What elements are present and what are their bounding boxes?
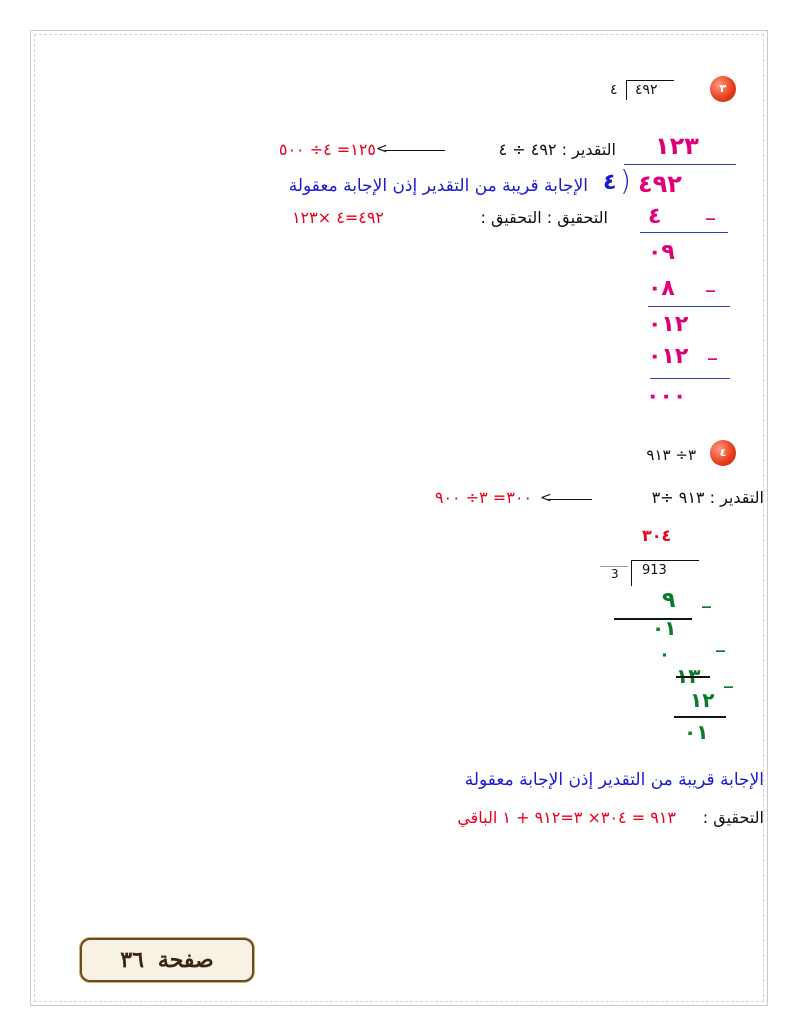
problem-4-minus-2: _ bbox=[716, 632, 725, 653]
problem-3-setup-dividend: ٤٩٢ bbox=[635, 82, 658, 98]
problem-4-estimate-label: التقدير : ٩١٣ ÷٣ bbox=[651, 488, 764, 507]
problem-4-step-3: ٠ bbox=[659, 644, 670, 665]
problem-4-setup: ٣÷ ٩١٣ bbox=[646, 446, 696, 464]
problem-4-check-expr: ٩١٣ = ٣٠٤× ٣=٩١٢ + ١ الباقي bbox=[457, 808, 676, 827]
problem-3-setup-bracket bbox=[626, 80, 627, 100]
problem-3-setup-bar bbox=[626, 80, 674, 81]
problem-4-quotient: ٣٠٤ bbox=[642, 526, 672, 545]
problem-3-line-2 bbox=[648, 306, 730, 307]
problem-4-arrow-head: < bbox=[540, 490, 552, 506]
problem-3-dividend: ٤٩٢ bbox=[638, 170, 682, 198]
problem-3-step-5: ٠١٢ bbox=[648, 344, 689, 369]
problem-4-step-4: ١٣ bbox=[676, 664, 701, 688]
page-number: ٣٦ bbox=[120, 947, 144, 973]
problem-3-step-1: ٤ bbox=[648, 204, 662, 229]
problem-4-conclusion: الإجابة قريبة من التقدير إذن الإجابة معقولة bbox=[464, 770, 764, 790]
problem-3-bracket: ) bbox=[620, 164, 631, 197]
problem-3-arrow-line bbox=[385, 150, 445, 151]
problem-4-dividend: 913 bbox=[642, 563, 667, 578]
problem-3-line-1 bbox=[640, 232, 728, 233]
problem-3-division-bar bbox=[624, 164, 736, 165]
problem-3-check-expr: ٤٩٢=٤ ×١٢٣ bbox=[291, 208, 384, 227]
problem-3-minus-2: _ bbox=[706, 272, 715, 293]
problem-4-strike bbox=[676, 676, 710, 678]
problem-4-minus-1: _ bbox=[702, 588, 711, 609]
problem-3-arrow-head: < bbox=[376, 141, 388, 157]
problem-4-step-5: ١٢ bbox=[690, 688, 715, 712]
problem-3-step-6: ٠٠٠ bbox=[646, 384, 687, 409]
problem-4-estimate-result: ٣٠٠= ٣÷ ٩٠٠ bbox=[434, 488, 532, 507]
problem-4-arrow-line bbox=[548, 499, 592, 500]
problem-3-step-4: ٠١٢ bbox=[648, 312, 689, 337]
problem-4-divisor: 3 bbox=[611, 567, 619, 581]
problem-4-line-2 bbox=[674, 716, 726, 718]
problem-3-divisor: ٤ bbox=[603, 170, 617, 195]
page-number-box bbox=[80, 938, 254, 982]
problem-3-minus-1: _ bbox=[706, 200, 715, 221]
problem-3-conclusion: الإجابة قريبة من التقدير إذن الإجابة معقولة bbox=[288, 176, 588, 196]
problem-4-bracket bbox=[631, 560, 632, 586]
problem-3-minus-3: _ bbox=[708, 340, 717, 361]
problem-4-bar bbox=[631, 560, 699, 561]
problem-4-step-1: ٩ bbox=[662, 588, 676, 613]
problem-3-quotient: ١٢٣ bbox=[655, 132, 699, 160]
page-label: صفحة bbox=[157, 947, 214, 973]
problem-4-minus-3: _ bbox=[724, 668, 733, 689]
problem-4-number-badge bbox=[710, 440, 736, 466]
problem-4-number: ٤ bbox=[719, 446, 727, 459]
problem-3-number-badge bbox=[710, 76, 736, 102]
problem-4-check-label: التحقيق : bbox=[702, 808, 764, 827]
problem-3-estimate-label: التقدير : ٤٩٢ ÷ ٤ bbox=[498, 140, 616, 159]
problem-3-line-3 bbox=[650, 378, 730, 379]
problem-4-step-6: ٠١ bbox=[684, 720, 709, 744]
problem-3-estimate-result: ١٢٥= ٤÷ ٥٠٠ bbox=[278, 140, 376, 159]
problem-3-check-label: التحقيق : التحقيق : bbox=[480, 208, 608, 227]
problem-3-step-3: ٠٨ bbox=[648, 276, 675, 301]
problem-3-setup-divisor: ٤ bbox=[610, 82, 618, 98]
problem-3-number: ٣ bbox=[719, 82, 727, 95]
problem-4-step-2: ٠١ bbox=[652, 616, 677, 640]
problem-3-step-2: ٠٩ bbox=[648, 240, 675, 265]
